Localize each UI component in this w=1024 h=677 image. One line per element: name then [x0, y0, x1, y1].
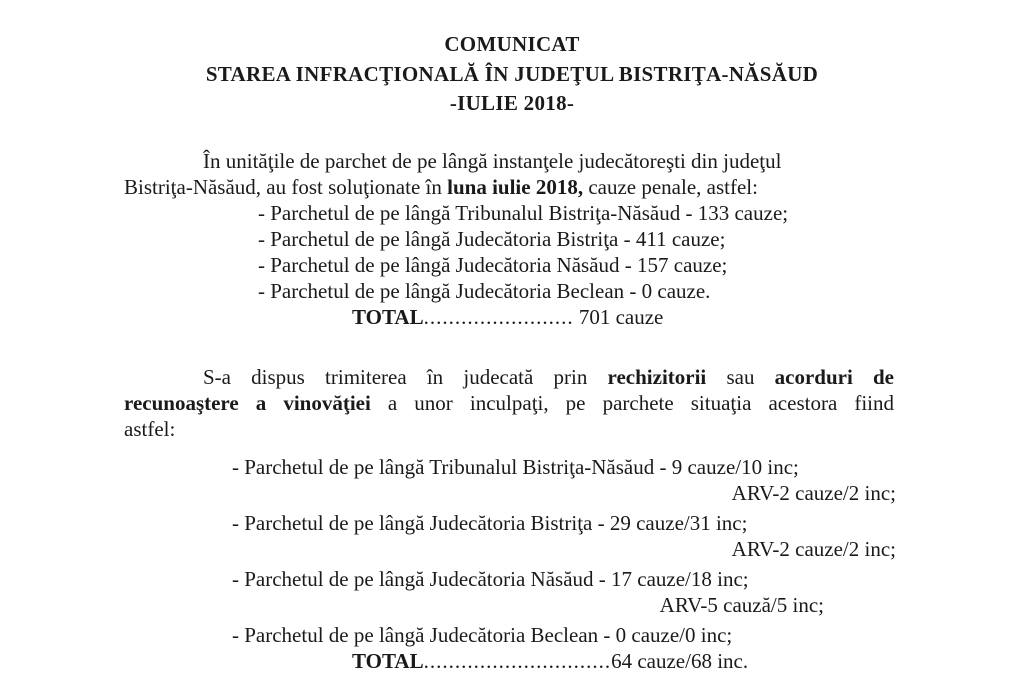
section2-text: a unor inculpaţi, pe parchete situaţia acestora fiind — [370, 391, 895, 415]
section2-paragraph-line1 — [203, 364, 894, 390]
document-title: COMUNICAT — [444, 32, 580, 56]
section1-item: - Parchetul de pe lângă Judecătoria Bistriţa - 411 cauze; — [258, 227, 726, 251]
section1-intro-line1: În unităţile de parchet de pe lângă instanţele judecătoreşti din judeţul — [203, 149, 782, 173]
section2-item: - Parchetul de pe lângă Judecătoria Năsăud - 17 cauze/18 inc; — [232, 567, 749, 591]
section2-bold-acorduri: acorduri de — [774, 365, 894, 389]
section2-item: - Parchetul de pe lângă Judecătoria Beclean - 0 cauze/0 inc; — [232, 623, 733, 647]
section2-total-value: 64 cauze/68 inc. — [611, 649, 749, 673]
section1-intro-text: Bistriţa-Năsăud, au fost soluţionate în — [124, 175, 448, 199]
section2-item: - Parchetul de pe lângă Tribunalul Bistriţa-Năsăud - 9 cauze/10 inc; — [232, 455, 799, 479]
section1-total-dots: ........................ — [423, 305, 574, 329]
section1-total-value: 701 cauze — [573, 305, 664, 329]
section2-item-arv: ARV-5 cauză/5 inc; — [659, 593, 824, 617]
section2-item: - Parchetul de pe lângă Judecătoria Bistriţa - 29 cauze/31 inc; — [232, 511, 748, 535]
section2-paragraph-line2 — [124, 390, 894, 416]
section1-total — [352, 304, 663, 330]
section2-total-dots: .............................. — [423, 649, 612, 673]
document-subtitle: STAREA INFRACŢIONALĂ ÎN JUDEŢUL BISTRIŢA-NĂSĂUD — [205, 62, 819, 86]
section1-period-bold: luna iulie 2018, — [447, 175, 584, 199]
section1-item: - Parchetul de pe lângă Judecătoria Năsăud - 157 cauze; — [258, 253, 728, 277]
section2-item-arv: ARV-2 cauze/2 inc; — [731, 481, 896, 505]
section1-total-label: TOTAL — [352, 305, 424, 329]
section1-item: - Parchetul de pe lângă Tribunalul Bistriţa-Năsăud - 133 cauze; — [258, 201, 789, 225]
section2-total-label: TOTAL — [352, 649, 424, 673]
section2-total — [352, 648, 748, 674]
section2-text: sau — [706, 365, 775, 389]
section2-paragraph-line3: astfel: — [124, 417, 176, 441]
section1-item: - Parchetul de pe lângă Judecătoria Beclean - 0 cauze. — [258, 279, 711, 303]
section2-text: S-a dispus trimiterea în judecată prin — [203, 365, 608, 389]
section1-intro-tail: cauze penale, astfel: — [583, 175, 758, 199]
section2-bold-recunoastere: recunoaştere a vinovăţiei — [124, 391, 371, 415]
section1-intro-line2 — [124, 174, 758, 200]
document-period: -IULIE 2018- — [449, 91, 575, 115]
section2-item-arv: ARV-2 cauze/2 inc; — [731, 537, 896, 561]
section2-bold-rechizitorii: rechizitorii — [607, 365, 707, 389]
